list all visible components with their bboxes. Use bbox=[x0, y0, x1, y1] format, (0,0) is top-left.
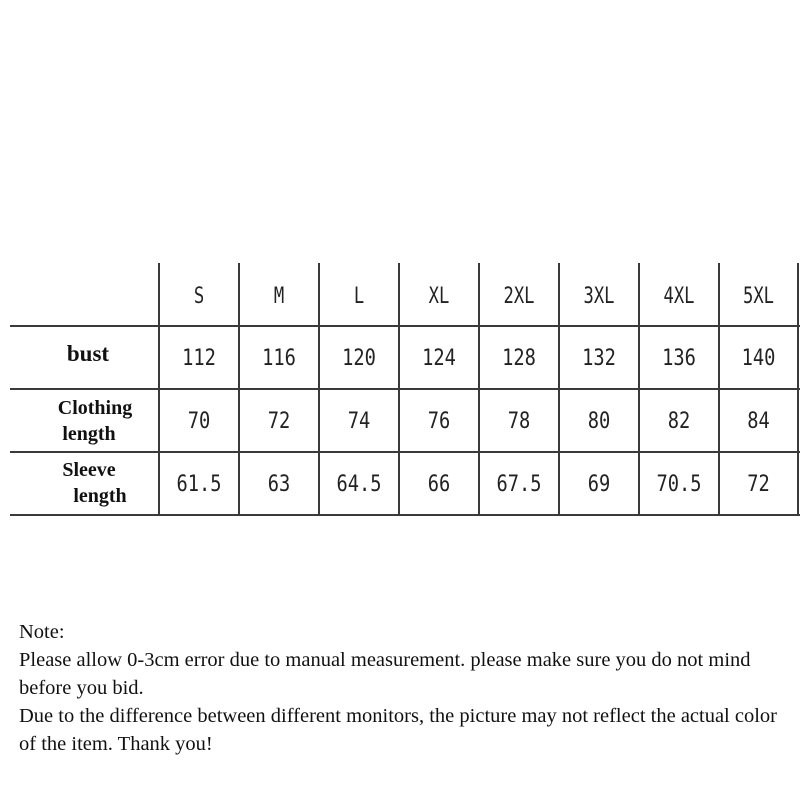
row-label-sleeve-length bbox=[10, 453, 190, 513]
table-cell: 72 bbox=[267, 409, 291, 434]
row-label-bust: bust bbox=[66, 340, 110, 366]
size-chart-table bbox=[10, 263, 800, 516]
table-cell: 74 bbox=[347, 409, 371, 434]
table-cell: 72 bbox=[747, 472, 770, 497]
size-header-m: M bbox=[273, 283, 285, 309]
notes-measurement-text: Please allow 0-3cm error due to manual measurement. please make sure you do not mind before you bid. bbox=[19, 649, 751, 699]
table-cell: 78 bbox=[507, 409, 531, 434]
row-label-clothing-length bbox=[10, 391, 180, 451]
notes-heading: Note: bbox=[19, 621, 65, 643]
table-cell: 120 bbox=[342, 346, 376, 371]
table-cell: 112 bbox=[182, 346, 216, 371]
row-label-clothing-line1: Clothing bbox=[57, 397, 133, 419]
table-cell: 70 bbox=[187, 409, 211, 434]
size-header-l: L bbox=[353, 283, 365, 309]
table-cell: 140 bbox=[741, 346, 776, 371]
table-cell: 67.5 bbox=[496, 472, 542, 497]
size-header-xl: XL bbox=[428, 283, 450, 309]
table-cell: 128 bbox=[502, 346, 536, 371]
table-cell: 70.5 bbox=[656, 472, 702, 497]
table-cell: 61.5 bbox=[176, 472, 222, 497]
row-label-clothing-line2: length bbox=[62, 423, 116, 445]
table-cell: 76 bbox=[427, 409, 451, 434]
row-label-sleeve-line1: Sleeve bbox=[62, 459, 116, 481]
size-header-4xl: 4XL bbox=[663, 283, 695, 309]
grid-line bbox=[10, 514, 800, 516]
table-cell: 63 bbox=[267, 472, 291, 497]
table-cell: 69 bbox=[587, 472, 611, 497]
table-cell: 82 bbox=[667, 409, 691, 434]
notes-block bbox=[19, 618, 794, 758]
table-cell: 116 bbox=[262, 346, 296, 371]
notes-color-text: Due to the difference between different monitors, the picture may not reflect the actual color of the item. Thank you! bbox=[19, 705, 777, 755]
size-header-5xl: 5XL bbox=[742, 283, 775, 309]
size-header-3xl: 3XL bbox=[583, 283, 615, 309]
table-cell: 136 bbox=[662, 346, 696, 371]
table-cell: 66 bbox=[427, 472, 451, 497]
table-cell: 124 bbox=[422, 346, 456, 371]
size-header-2xl: 2XL bbox=[503, 283, 535, 309]
table-cell: 84 bbox=[747, 409, 770, 434]
row-label-sleeve-line2: length bbox=[73, 485, 127, 507]
table-cell: 132 bbox=[582, 346, 616, 371]
table-cell: 64.5 bbox=[336, 472, 382, 497]
size-header-s: S bbox=[193, 283, 205, 309]
table-cell: 80 bbox=[587, 409, 611, 434]
grid-line bbox=[10, 388, 800, 390]
